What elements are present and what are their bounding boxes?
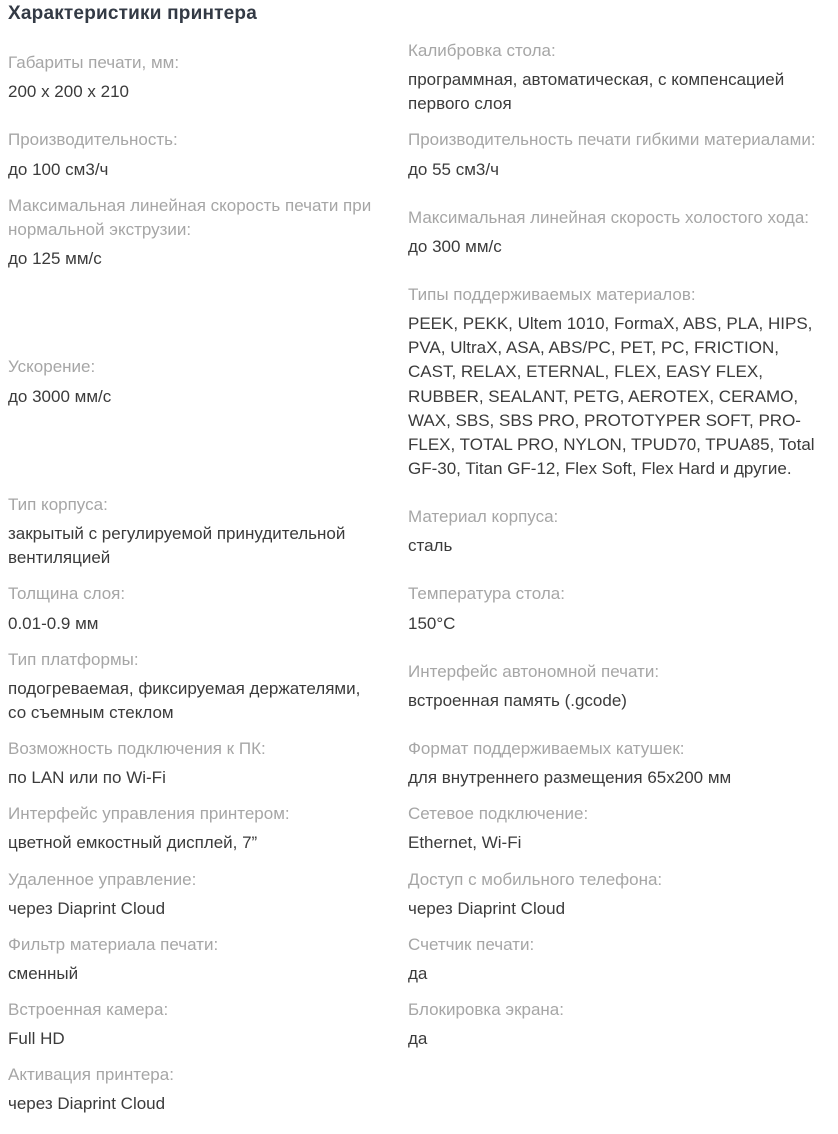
spec-label: Фильтр материала печати: [8,934,219,954]
spec-value: до 100 см3/ч [8,159,109,179]
spec-row [8,33,830,122]
spec-label: Типы поддерживаемых материалов: [408,285,696,304]
spec-cell-right [408,277,830,487]
spec-cell-right [408,1084,830,1096]
spec-label: Ускорение: [8,357,96,377]
spec-label: Встроенная камера: [8,1000,169,1019]
spec-label: Возможность подключения к ПК: [8,739,266,758]
spec-label: Температура стола: [408,584,565,604]
spec-label: Максимальная линейная скорость холостого хода: [408,207,810,227]
spec-row [8,487,830,576]
spec-cell-left [8,731,408,796]
spec-row [8,576,830,641]
spec-label: Тип корпуса: [8,495,108,514]
spec-value: программная, автоматическая, с компенсацией первого слоя [408,70,785,114]
spec-cell-left [8,927,408,992]
spec-row [8,731,830,796]
spec-label: Производительность печати гибкими материалами: [408,130,816,150]
spec-cell-left [8,796,408,861]
spec-value: PEEK, PEKK, Ultem 1010, FormaX, ABS, PLA, HIPS, PVA, UltraX, ASA, ABS/PC, PET, PC, FRICTION, CAST, RELAX, ETERNAL, FLEX, EASY FLEX, RUBBER, SEALANT, PETG, AEROTEX, CERAMO, WAX, SBS, SBS PRO, PROTOTYPER SOFT, PRO-FLEX, TOTAL PRO, NYLON, TPUD70, TPUA85, Total GF-30, Titan GF-12, Flex Soft, Flex Hard и другие. [408,314,815,478]
spec-cell-right [408,200,830,265]
spec-value: Full HD [8,1029,65,1049]
spec-label: Максимальная линейная скорость печати при нормальной экструзии: [8,195,372,239]
spec-value: встроенная память (.gcode) [408,690,627,710]
spec-label: Производительность: [8,130,178,150]
spec-value: через Diaprint Cloud [8,898,166,918]
spec-row [8,992,830,1057]
spec-value: 200 x 200 x 210 [8,82,129,102]
spec-value: через Diaprint Cloud [8,1094,166,1114]
spec-label: Тип платформы: [8,649,139,669]
spec-cell-right [408,731,830,796]
spec-value: 150°C [408,613,456,633]
spec-value: да [408,1029,428,1049]
spec-row [8,862,830,927]
spec-value: до 300 мм/с [408,236,502,256]
spec-row [8,642,830,731]
spec-cell-right [408,499,830,564]
spec-cell-right [408,927,830,992]
spec-label: Габариты печати, мм: [8,53,180,73]
spec-row [8,277,830,487]
spec-value: до 3000 мм/с [8,386,112,406]
spec-value: до 125 мм/с [8,248,102,268]
spec-cell-right [408,576,830,641]
spec-row [8,188,830,277]
spec-label: Счетчик печати: [408,934,535,954]
spec-label: Интерфейс управления принтером: [8,804,290,824]
spec-cell-right [408,796,830,861]
spec-label: Формат поддерживаемых катушек: [408,739,685,758]
spec-value: для внутреннего размещения 65x200 мм [408,768,732,788]
spec-cell-left [8,45,408,110]
spec-value: сталь [408,536,453,556]
spec-value: сменный [8,963,79,983]
page-title: Характеристики принтера [8,3,257,24]
spec-cell-left [8,576,408,641]
spec-row [8,122,830,187]
spec-value: закрытый с регулируемой принудительной вентиляцией [8,524,346,568]
spec-label: Доступ с мобильного телефона: [408,869,663,889]
spec-label: Интерфейс автономной печати: [408,661,660,681]
spec-row [8,927,830,992]
spec-label: Сетевое подключение: [408,804,589,824]
spec-label: Толщина слоя: [8,584,126,604]
spec-row [8,1057,830,1122]
spec-cell-left [8,642,408,731]
spec-value: по LAN или по Wi-Fi [8,768,166,788]
spec-cell-left [8,862,408,927]
spec-cell-right [408,654,830,719]
spec-value: да [408,963,428,983]
specs-table [8,33,830,1123]
spec-cell-left [8,1057,408,1122]
spec-cell-right [408,33,830,122]
spec-cell-left [8,188,408,277]
spec-value: подогреваемая, фиксируемая держателями, со съемным стеклом [8,678,361,722]
spec-label: Блокировка экрана: [408,1000,564,1019]
spec-row [8,796,830,861]
spec-cell-left [8,349,408,414]
spec-cell-left [8,122,408,187]
spec-value: до 55 см3/ч [408,159,499,179]
spec-cell-right [408,992,830,1057]
spec-value: Ethernet, Wi-Fi [408,833,522,853]
spec-cell-left [8,992,408,1057]
spec-label: Активация принтера: [8,1065,174,1085]
spec-value: 0.01-0.9 мм [8,613,99,633]
spec-label: Удаленное управление: [8,869,197,889]
spec-cell-left [8,487,408,576]
spec-cell-right [408,862,830,927]
spec-label: Калибровка стола: [408,41,556,60]
spec-value: цветной емкостный дисплей, 7” [8,833,258,853]
spec-value: через Diaprint Cloud [408,898,566,918]
spec-cell-right [408,122,830,187]
spec-label: Материал корпуса: [408,507,559,527]
